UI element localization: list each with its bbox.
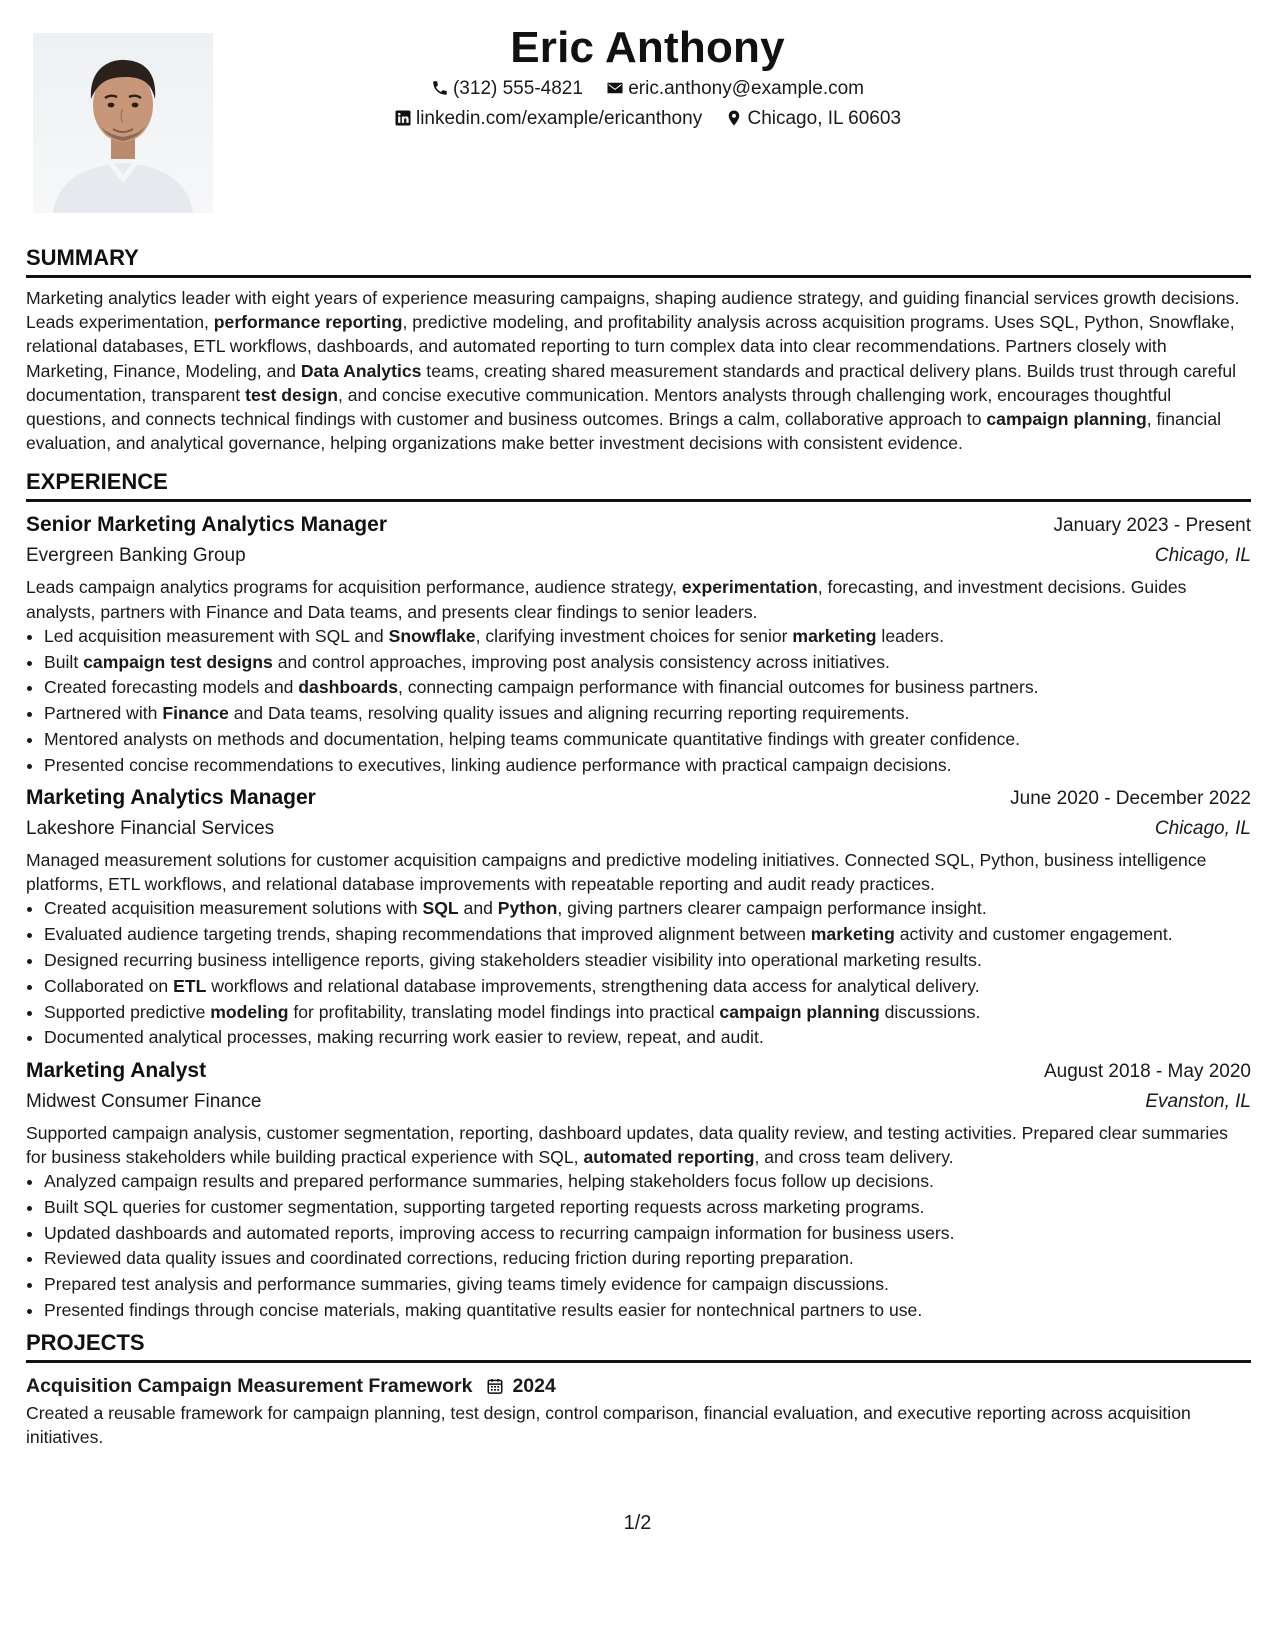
bold-text: performance reporting bbox=[213, 312, 403, 333]
project-name: Acquisition Campaign Measurement Framework bbox=[26, 1375, 473, 1398]
profile-photo-image bbox=[33, 33, 213, 213]
job-description bbox=[26, 848, 1251, 896]
experience-heading: EXPERIENCE bbox=[26, 467, 1251, 502]
bullet-item bbox=[44, 727, 1251, 751]
text-run: leaders. bbox=[876, 625, 944, 646]
job-subheader bbox=[26, 541, 1251, 571]
bullet-item bbox=[44, 1272, 1251, 1296]
job-bullets bbox=[26, 1169, 1251, 1322]
contact-row-1 bbox=[280, 74, 1015, 104]
resume-header bbox=[280, 22, 1015, 134]
page-number: 1/2 bbox=[623, 1512, 652, 1534]
job-description bbox=[26, 1121, 1251, 1169]
bold-text: campaign planning bbox=[986, 409, 1147, 430]
job-title: Marketing Analyst bbox=[26, 1058, 207, 1082]
job-bullets bbox=[26, 896, 1251, 1049]
text-run: Prepared test analysis and performance summaries, giving teams timely evidence for campaign discussions. bbox=[44, 1274, 889, 1295]
text-run: Presented findings through concise materials, making quantitative results easier for nontechnical partners to use. bbox=[44, 1300, 923, 1320]
text-run: and bbox=[458, 898, 498, 919]
phone-number: (312) 555-4821 bbox=[452, 78, 583, 99]
text-run: Updated dashboards and automated reports, improving access to recurring campaign information for business users. bbox=[44, 1222, 955, 1243]
bold-text: experimentation bbox=[681, 577, 818, 598]
bold-text: modeling bbox=[210, 1001, 289, 1022]
bold-text: marketing bbox=[792, 625, 877, 646]
bullet-item bbox=[44, 675, 1251, 699]
text-run: workflows and relational database improvements, strengthening data access for analytical delivery. bbox=[206, 975, 980, 996]
text-run: Designed recurring business intelligence reports, giving stakeholders steadier visibility into operational marketing results. bbox=[44, 950, 982, 971]
linkedin-contact[interactable] bbox=[394, 104, 702, 134]
bullet-item bbox=[44, 1221, 1251, 1245]
text-run: , financial evaluation, and analytical governance, helping organizations make better investment decisions with consistent evidence. bbox=[26, 409, 1222, 454]
text-run: Mentored analysts on methods and documentation, helping teams communicate quantitative findings with greater confidence. bbox=[44, 729, 1021, 750]
bullet-item bbox=[44, 1246, 1251, 1270]
projects-heading: PROJECTS bbox=[26, 1328, 1251, 1363]
bold-text: Snowflake bbox=[388, 625, 476, 646]
text-run: , and concise executive communication. Mentors analysts through challenging work, encourages thoughtful questions, and connects technical findings with customer and business outcomes. Brings a calm, collaborative approach to bbox=[26, 384, 1172, 430]
bold-text: automated reporting bbox=[583, 1146, 755, 1167]
text-run: Created forecasting models and bbox=[44, 677, 299, 698]
text-run: , giving partners clearer campaign performance insight. bbox=[557, 898, 987, 919]
bold-text: Python bbox=[497, 898, 558, 919]
job-bullets bbox=[26, 624, 1251, 777]
job-company: Evergreen Banking Group bbox=[26, 545, 246, 567]
bullet-item bbox=[44, 922, 1251, 946]
text-run: discussions. bbox=[879, 1001, 981, 1022]
email-contact[interactable] bbox=[606, 74, 864, 104]
text-run: , clarifying investment choices for senior bbox=[475, 625, 793, 646]
project-item bbox=[26, 1371, 1251, 1449]
bullet-item bbox=[44, 896, 1251, 920]
summary-heading: SUMMARY bbox=[26, 243, 1251, 278]
text-run: activity and customer engagement. bbox=[894, 924, 1173, 945]
job-dates: June 2020 - December 2022 bbox=[1010, 788, 1251, 810]
text-run: Reviewed data quality issues and coordinated corrections, reducing friction during reporting preparation. bbox=[44, 1248, 854, 1269]
job-title: Marketing Analytics Manager bbox=[26, 786, 316, 810]
job-subheader bbox=[26, 814, 1251, 844]
bold-text: Finance bbox=[162, 703, 229, 724]
bold-text: dashboards bbox=[298, 677, 399, 698]
text-run: Leads campaign analytics programs for acquisition performance, audience strategy, bbox=[26, 577, 682, 598]
phone-contact bbox=[431, 74, 583, 104]
text-run: for profitability, translating model findings into practical bbox=[288, 1001, 720, 1022]
text-run: Supported campaign analysis, customer segmentation, reporting, dashboard updates, data quality review, and testing activities. Prepared clear summaries for business stakeholders while building practical experience with SQL, bbox=[26, 1122, 1228, 1167]
text-run: , predictive modeling, and profitability analysis across acquisition programs. Uses SQL, Python, Snowflake, relational databases, ETL workflows, dashboards, and automated reporting to turn complex data into clear recommendations. Partners closely with Marketing, Finance, Modeling, and bbox=[26, 312, 1235, 381]
text-run: Partnered with bbox=[44, 703, 163, 724]
text-run: Built SQL queries for customer segmentation, supporting targeted reporting requests across marketing programs. bbox=[44, 1196, 925, 1217]
text-run: Managed measurement solutions for customer acquisition campaigns and predictive modeling initiatives. Connected SQL, Python, business intelligence platforms, ETL workflows, and relational database improvements with repeatable reporting and audit ready practices. bbox=[26, 850, 1207, 895]
summary-text bbox=[26, 286, 1251, 455]
bullet-item bbox=[44, 624, 1251, 648]
job-entry bbox=[26, 510, 1251, 777]
job-subheader bbox=[26, 1087, 1251, 1117]
job-header bbox=[26, 1056, 1251, 1087]
location-text: Chicago, IL 60603 bbox=[747, 108, 902, 129]
job-company: Lakeshore Financial Services bbox=[26, 818, 275, 840]
linkedin-url[interactable]: linkedin.com/example/ericanthony bbox=[415, 108, 703, 129]
job-location: Chicago, IL bbox=[1154, 545, 1251, 567]
bold-text: marketing bbox=[810, 924, 895, 945]
bullet-item bbox=[44, 753, 1251, 777]
email-address[interactable]: eric.anthony@example.com bbox=[628, 78, 864, 99]
job-dates: January 2023 - Present bbox=[1053, 515, 1251, 537]
text-run: Marketing analytics leader with eight years of experience measuring campaigns, shaping audience strategy, and guiding financial services growth decisions. Leads experimentation, bbox=[26, 288, 1240, 333]
project-year: 2024 bbox=[512, 1375, 556, 1398]
bullet-item bbox=[44, 974, 1251, 998]
experience-list bbox=[26, 510, 1251, 1322]
bold-text: test design bbox=[245, 384, 338, 405]
project-description: Created a reusable framework for campaign planning, test design, control comparison, financial evaluation, and executive reporting across acquisition initiatives. bbox=[26, 1403, 1191, 1448]
job-location: Evanston, IL bbox=[1145, 1090, 1251, 1112]
bullet-item bbox=[44, 701, 1251, 725]
resume-content bbox=[26, 243, 1251, 1450]
bullet-item bbox=[44, 1025, 1251, 1049]
map-pin-icon bbox=[725, 109, 743, 127]
job-header bbox=[26, 510, 1251, 541]
envelope-icon bbox=[606, 79, 624, 97]
text-run: teams, creating shared measurement standards and practical delivery plans. Builds trust through careful documentation, transparent bbox=[26, 360, 1237, 405]
text-run: Presented concise recommendations to executives, linking audience performance with practical campaign decisions. bbox=[44, 754, 952, 775]
text-run: , forecasting, and investment decisions. Guides analysts, partners with Finance and Data teams, and presents clear findings to senior leaders. bbox=[26, 577, 1187, 622]
job-location: Chicago, IL bbox=[1154, 818, 1251, 840]
text-run: Analyzed campaign results and prepared performance summaries, helping stakeholders focus follow up decisions. bbox=[44, 1171, 934, 1192]
text-run: Collaborated on bbox=[44, 975, 174, 996]
job-dates: August 2018 - May 2020 bbox=[1043, 1060, 1251, 1082]
profile-photo bbox=[33, 33, 213, 213]
text-run: and control approaches, improving post analysis consistency across initiatives. bbox=[272, 651, 890, 672]
text-run: , connecting campaign performance with financial outcomes for business partners. bbox=[398, 677, 1039, 698]
text-run: and Data teams, resolving quality issues and aligning recurring reporting requirements. bbox=[228, 703, 910, 724]
text-run: Documented analytical processes, making recurring work easier to review, repeat, and audit. bbox=[44, 1027, 764, 1048]
bullet-item bbox=[44, 650, 1251, 674]
project-title-row bbox=[26, 1371, 1251, 1401]
bullet-item bbox=[44, 1000, 1251, 1024]
job-title: Senior Marketing Analytics Manager bbox=[26, 513, 387, 537]
bold-text: SQL bbox=[422, 898, 459, 919]
candidate-name: Eric Anthony bbox=[510, 23, 785, 72]
job-description bbox=[26, 575, 1251, 623]
bullet-item bbox=[44, 1195, 1251, 1219]
text-run: Led acquisition measurement with SQL and bbox=[44, 625, 389, 646]
calendar-icon bbox=[486, 1377, 504, 1395]
job-company: Midwest Consumer Finance bbox=[26, 1090, 262, 1112]
text-run: Created acquisition measurement solutions with bbox=[44, 898, 423, 919]
contact-row-2 bbox=[280, 104, 1015, 134]
bold-text: campaign planning bbox=[719, 1001, 880, 1022]
text-run: , and cross team delivery. bbox=[754, 1146, 954, 1167]
bold-text: Data Analytics bbox=[300, 360, 422, 381]
bullet-item bbox=[44, 1169, 1251, 1193]
job-entry bbox=[26, 783, 1251, 1050]
text-run: Supported predictive bbox=[44, 1001, 211, 1022]
phone-icon bbox=[431, 79, 449, 97]
bullet-item bbox=[44, 948, 1251, 972]
text-run: Evaluated audience targeting trends, shaping recommendations that improved alignment between bbox=[44, 924, 811, 945]
text-run: Built bbox=[44, 651, 84, 672]
bold-text: campaign test designs bbox=[83, 651, 273, 672]
job-header bbox=[26, 783, 1251, 814]
location-contact bbox=[725, 104, 901, 134]
bullet-item bbox=[44, 1298, 1251, 1322]
job-entry bbox=[26, 1056, 1251, 1323]
linkedin-icon bbox=[394, 109, 412, 127]
bold-text: ETL bbox=[173, 975, 207, 996]
